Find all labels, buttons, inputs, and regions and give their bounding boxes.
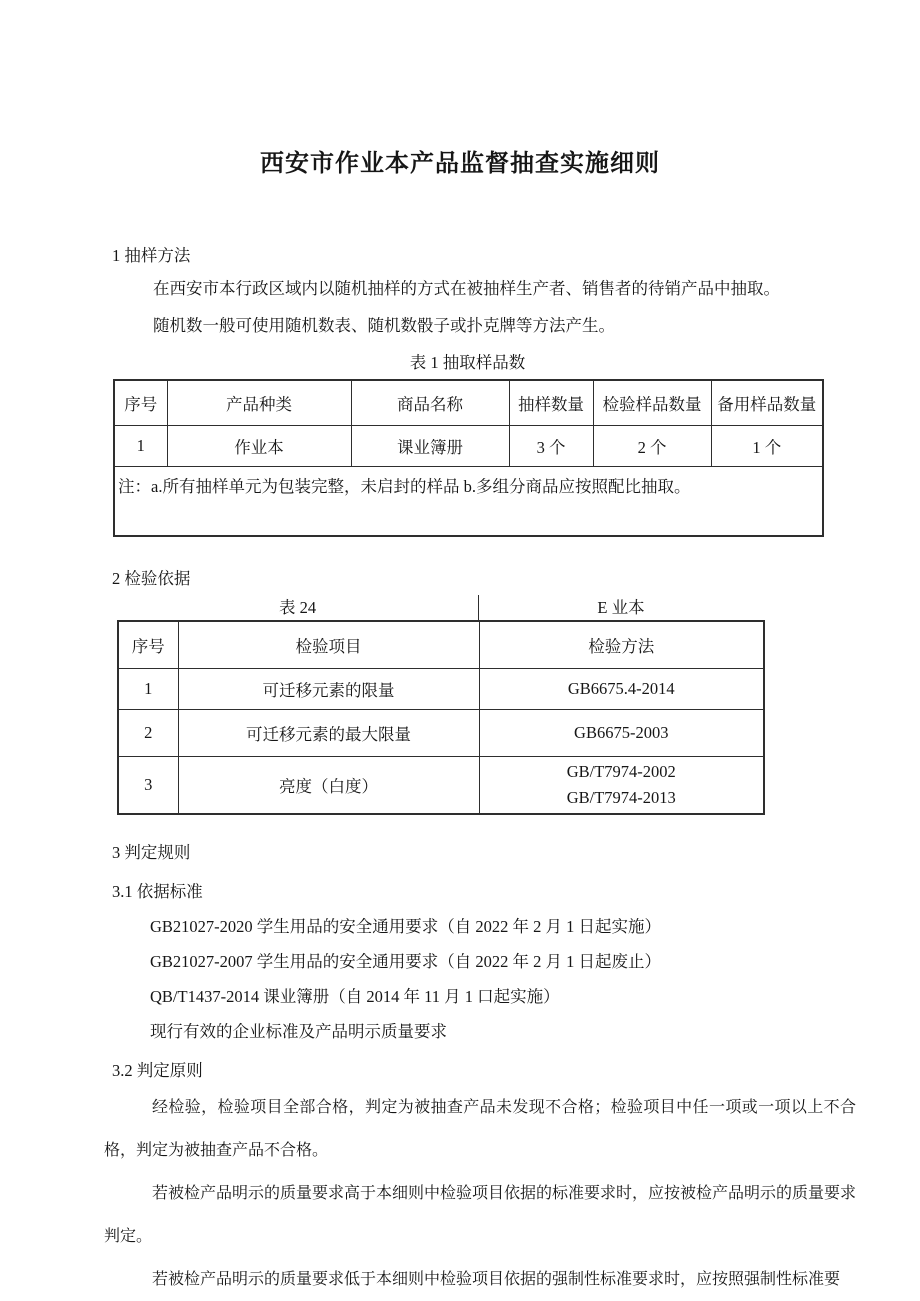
inspection-basis-table xyxy=(117,620,765,815)
table1-cell: 1 个 xyxy=(711,426,823,467)
table1-data-row xyxy=(114,426,823,467)
section-3-2-paragraph-3: 若被检产品明示的质量要求低于本细则中检验项目依据的强制性标准要求时，应按照强制性标准要 xyxy=(152,1271,841,1288)
table2-cell: 可迁移元素的限量 xyxy=(178,669,479,710)
table1-header-row xyxy=(114,380,823,426)
standard-item: GB21027-2007 学生用品的安全通用要求（自 2022 年 2 月 1 日起废止） xyxy=(150,952,662,971)
table2-row xyxy=(118,710,764,757)
table2-cell: GB6675-2003 xyxy=(479,710,764,757)
section-3-2-paragraph-2: 若被检产品明示的质量要求高于本细则中检验项目依据的标准要求时，应按被检产品明示的质量要求判定。 xyxy=(104,1185,857,1245)
table1-header-cell: 备用样品数量 xyxy=(711,380,823,426)
table2-cell: 1 xyxy=(118,669,178,710)
table2-method-line: GB/T7974-2002 xyxy=(566,762,676,781)
table2-caption-row xyxy=(117,595,763,620)
section-2-heading: 2 检验依据 xyxy=(112,569,191,588)
standards-list xyxy=(0,909,920,1049)
table2-cell: GB6675.4-2014 xyxy=(479,669,764,710)
table2-cell: 3 xyxy=(118,757,178,815)
table2-row xyxy=(118,669,764,710)
section-3-2-heading: 3.2 判定原则 xyxy=(112,1061,203,1080)
table1-header-cell: 序号 xyxy=(114,380,167,426)
table1-note: 注：a.所有抽样单元为包装完整，未启封的样品 b.多组分商品应按照配比抽取。 xyxy=(114,467,823,537)
table2-cell xyxy=(479,757,764,815)
section-3-1-heading: 3.1 依据标准 xyxy=(112,882,203,901)
standard-item: GB21027-2020 学生用品的安全通用要求（自 2022 年 2 月 1 日起实施） xyxy=(150,917,662,936)
sample-quantity-table xyxy=(113,379,824,537)
document-title: 西安市作业本产品监督抽查实施细则 xyxy=(260,151,660,177)
standard-item: 现行有效的企业标准及产品明示质量要求 xyxy=(150,1022,447,1041)
table2-header-cell: 序号 xyxy=(118,621,178,669)
table1-cell: 课业簿册 xyxy=(351,426,509,467)
table1-cell: 1 xyxy=(114,426,167,467)
table2-cell: 可迁移元素的最大限量 xyxy=(178,710,479,757)
table1-cell: 作业本 xyxy=(167,426,351,467)
table2-caption-left: 表 24 xyxy=(278,598,317,617)
table1-header-cell: 商品名称 xyxy=(351,380,509,426)
section-3-heading: 3 判定规则 xyxy=(112,843,191,862)
table2-header-cell: 检验方法 xyxy=(479,621,764,669)
section-1-heading: 1 抽样方法 xyxy=(112,246,191,265)
section-3-2-paragraph-1: 经检验，检验项目全部合格，判定为被抽查产品未发现不合格；检验项目中任一项或一项以上不合格，判定为被抽查产品不合格。 xyxy=(104,1099,856,1159)
table2-header-cell: 检验项目 xyxy=(178,621,479,669)
table1-cell: 2 个 xyxy=(593,426,711,467)
table1-header-cell: 产品种类 xyxy=(167,380,351,426)
table2-method-line: GB/T7974-2013 xyxy=(566,788,676,807)
standard-item: QB/T1437-2014 课业簿册（自 2014 年 11 月 1 口起实施） xyxy=(150,987,560,1006)
table2-caption-right: E 业本 xyxy=(478,595,763,620)
table1-note-row xyxy=(114,467,823,537)
table1-caption: 表 1 抽取样品数 xyxy=(409,353,526,372)
table2-header-row xyxy=(118,621,764,669)
section-1-paragraph-2: 随机数一般可使用随机数表、随机数骰子或扑克牌等方法产生。 xyxy=(153,316,615,335)
section-1-paragraph-1: 在西安市本行政区域内以随机抽样的方式在被抽样生产者、销售者的待销产品中抽取。 xyxy=(153,279,780,298)
table1-cell: 3 个 xyxy=(509,426,593,467)
table2-row xyxy=(118,757,764,815)
table1-header-cell: 检验样品数量 xyxy=(593,380,711,426)
table1-header-cell: 抽样数量 xyxy=(509,380,593,426)
table2-cell: 2 xyxy=(118,710,178,757)
table2-cell: 亮度（白度） xyxy=(178,757,479,815)
